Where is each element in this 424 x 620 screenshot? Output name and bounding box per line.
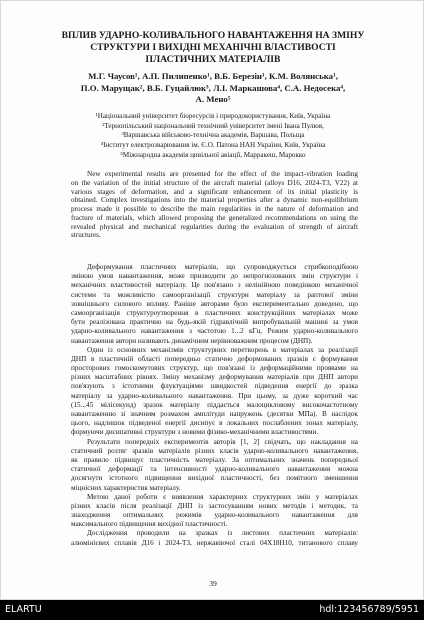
body-line: формуючи дисипативні структури з новими фізико-механічними властивостями. (71, 428, 319, 437)
affiliation: ⁴Інститут електрозварювання ім. Є.О. Патона НАН України, Київ, Україна (100, 141, 326, 150)
title-line: ВПЛИВ УДАРНО-КОЛИВАЛЬНОГО НАВАНТАЖЕННЯ НА ЗМІНУ (61, 30, 365, 41)
body-line: пов'язують з істотними флуктуаціями швидкостей підведення енергії до зразка (71, 382, 358, 391)
body-line: різних класів після реалізації ДНП із застосуванням нових методів і методик, та (71, 501, 358, 510)
abstract-line: on the variation of the initial structure of the aircraft material (alloys D16, 2024-T3, V22) at (71, 178, 358, 187)
title-line: СТРУКТУРИ І ВИХІДНІ МЕХАНІЧНІ ВЛАСТИВОСТІ (90, 42, 336, 53)
body-line: ДНП в пластичній області попередньо статично деформованих зразків є формування (71, 354, 358, 363)
abstract-line: structures. (71, 231, 101, 240)
body-line: матеріалу за ударно-коливального навантаження. При цьому, за дуже короткий час (71, 391, 358, 400)
body-line: зміною умов навантаження, може призводити до непрогнозованих змін структури і (71, 272, 358, 281)
body-line: навантаженню зі значним розмахом амплітуди напружень (десятки МПа). В наслідок (71, 410, 358, 418)
body-line: алюмінієвих сплавів Д16 і 2024-Т3, нержавіючої сталі 04Х18Н10, титанового сплаву (71, 538, 358, 547)
footer-bar (0, 600, 424, 620)
footer-left: ELARTU (5, 604, 42, 615)
body-line: механічних властивостей матеріалу. Це пов'язано з нелінійною поведінкою механічної (71, 281, 358, 290)
abstract-line: revealed physical and mechanical regularities during the evaluation of strength of aircraft (71, 222, 358, 231)
body-line: статичної деформації та інтенсивності ударно-коливального навантаження можна (71, 465, 358, 474)
abstract-line: obtained. Complex investigations into the material properties after a dynamic non-equilibrium (71, 196, 358, 205)
body-line: Деформування пластичних матеріалів, що супроводжується стрибкоподібною (87, 263, 358, 271)
body-line: досягнути істотного підвищення вихідної пластичності, без помітного зменшення (71, 474, 358, 483)
authors-line: М.Г. Чаусов¹, А.П. Пилипенко¹, В.Б. Березін¹, К.М. Волянська¹, (88, 71, 338, 81)
body-line: статичний розтяг зразків матеріалів різних класів ударно-коливального навантаження, (71, 446, 358, 455)
affiliations (41, 112, 385, 161)
affiliation: ⁵Міжнародна академія цивільної авіації, Марракеш, Марокко (120, 150, 306, 159)
body-line: знаходження оптимальних режимів ударно-коливального навантаження для (71, 511, 358, 520)
body-line: просторових гомоскомутових структур, що пов'язані із деформаційними проявами на (71, 364, 358, 373)
paper-title (41, 30, 385, 66)
body-line: бути реалізована практично на будь-якій гідравлічній випробувальній машині за умов (71, 318, 358, 327)
affiliation: ³Варшавська військово-технічна академія, Варшава, Польща (121, 131, 305, 140)
body-line: різних масштабних рівнях. Зміну механізму деформування матеріалів при ДНП автори (71, 373, 358, 382)
body-line: (15...45 мілісекунд) зразок матеріалу піддається малоцикловому високочастотному (71, 400, 358, 409)
body-line: зовнішнього силового впливу. Раніше авторами було експериментально доведено, що (71, 299, 358, 308)
body-text (71, 263, 358, 548)
abstract-line: various stages of deformation, and a significant enhancement of its initial plasticity is (71, 187, 358, 196)
page-number: 39 (209, 579, 217, 588)
body-line: ударно-коливального навантаження з частотою 1...2 кГц. Режим ударно-коливального (71, 327, 358, 336)
abstract-line: fracture of materials, which allowed proposing the generalized recommendations on using the (71, 213, 358, 222)
authors-line: П.О. Марущак², В.Б. Гуцайлюк³, Л.І. Маркашова⁴, С.А. Недосека⁴, (80, 82, 346, 93)
body-line: Дослідження проводили на зразках із листових пластичних матеріалів: (87, 529, 358, 538)
footer-right: hdl:123456789/5951 (319, 604, 419, 615)
body-line: максимального підвищення вихідної пластичності. (71, 520, 228, 529)
authors (41, 71, 385, 106)
authors-line: А. Мено⁵ (195, 94, 231, 104)
body-line: як правило підвищує пластичність матеріалу. За оптимальних значень попередньої (71, 455, 358, 464)
title-line: ПЛАСТИЧНИХ МАТЕРІАЛІВ (145, 54, 281, 65)
body-line: самоорганізація структуроутворення в пластичних конструкційних матеріалах може (71, 308, 358, 317)
body-line: Результати попередніх експериментів авторів [1, 2] свідчать, що накладання на (87, 437, 358, 446)
affiliation: ²Тернопільський національний технічний університет імені Івана Пулюя, (102, 121, 324, 130)
abstract-line: process made it possible to describe the main regularities in the nature of deformation and (71, 205, 358, 213)
body-line: цього, надлишок підведеної енергії дисипує в локальних послаблених зонах матеріалу, (71, 419, 358, 428)
affiliation: ¹Національний університет біоресурсів і природокористування, Київ, Україна (95, 112, 331, 120)
body-line: системи та можливістю самоорганізації структури матеріалу за раптової зміни (71, 290, 358, 299)
body-line: навантаження автори називають динамічним нерівноважним процесом (ДНП). (71, 336, 313, 345)
abstract-line: New experimental results are presented for the effect of the impact-vibration loading (87, 170, 358, 178)
body-line: Метою даної роботи є виявлення характерних структурних змін у матеріалах (87, 492, 358, 501)
abstract (71, 170, 358, 240)
body-line: Один із основних механізмів структурних перетворень в матеріалах за реалізації (87, 345, 358, 354)
body-line: міцнісних характеристик матеріалу. (71, 483, 181, 492)
